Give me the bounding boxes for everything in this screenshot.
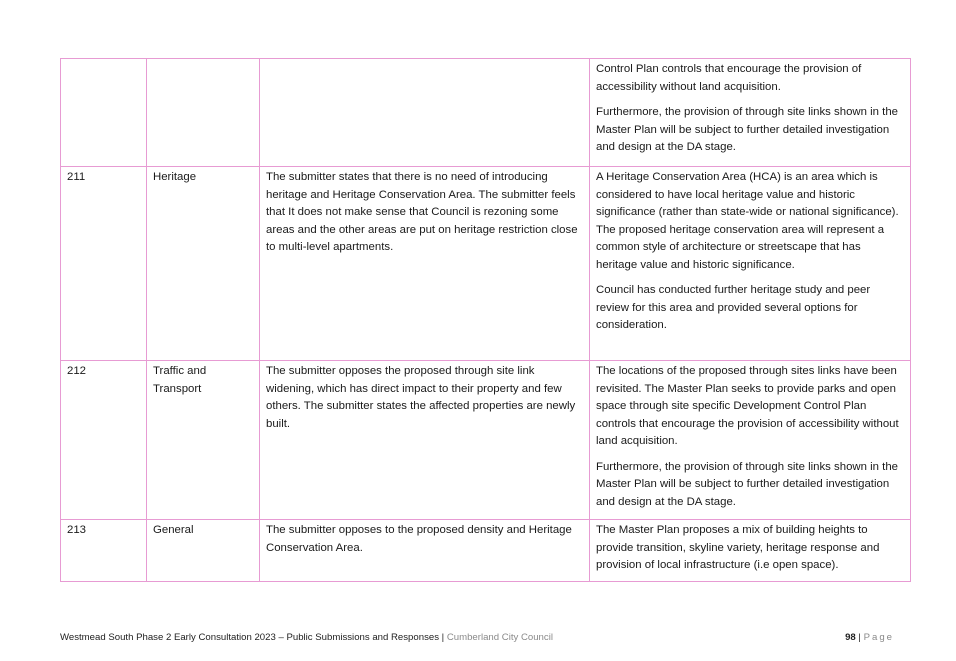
footer-left <box>60 632 553 643</box>
page-number: 98 <box>845 632 856 643</box>
response-paragraph: The Master Plan proposes a mix of building heights to provide transition, skyline variety, heritage response and provision of local infrastructure (i.e open space). <box>596 524 880 571</box>
response-paragraph: Furthermore, the provision of through site links shown in the Master Plan will be subject to further detailed investigation and design at the DA stage. <box>596 460 899 508</box>
response-paragraph: Control Plan controls that encourage the provision of accessibility without land acquisition. <box>596 63 862 93</box>
response-paragraph: Council has conducted further heritage study and peer review for this area and provided several options for consideration. <box>596 284 871 331</box>
table-row <box>61 520 911 582</box>
page-indicator <box>845 632 894 643</box>
response-paragraph: Furthermore, the provision of through site links shown in the Master Plan will be subject to further detailed investigation and design at the DA stage. <box>596 106 899 153</box>
topic-cell: Heritage <box>147 167 260 361</box>
submission-id-cell: 213 <box>61 520 147 582</box>
topic-cell <box>147 59 260 167</box>
response-cell <box>590 520 911 582</box>
footer-separator: | <box>441 632 445 643</box>
submission-cell <box>260 59 590 167</box>
table-row <box>61 361 911 520</box>
response-paragraph: The locations of the proposed through sites links have been revisited. The Master Plan seeks to provide parks and open space through site specific Development Control Plan controls that encourage the provision of accessibility without land acquisition. <box>596 365 899 447</box>
response-cell <box>590 167 911 361</box>
submission-cell: The submitter states that there is no need of introducing heritage and Heritage Conservation Area. The submitter feels that It does not make sense that Council is rezoning some areas and the other areas are put on heritage restriction close to multi-level apartments. <box>260 167 590 361</box>
response-cell <box>590 361 911 520</box>
page-separator: | <box>858 632 861 643</box>
document-title: Westmead South Phase 2 Early Consultation 2023 – Public Submissions and Responses <box>60 632 439 643</box>
submission-id-cell <box>61 59 147 167</box>
response-paragraph: A Heritage Conservation Area (HCA) is an area which is considered to have local heritage value and historic significance (rather than state-wide or national significance). The proposed heritage conservation area will represent a common style of architecture or streetscape that has heritage value and historic significance. <box>596 171 899 271</box>
submission-id-cell: 212 <box>61 361 147 520</box>
council-name: Cumberland City Council <box>446 632 553 643</box>
submissions-table <box>60 58 911 582</box>
page-label: Page <box>863 632 894 643</box>
table-row <box>61 167 911 361</box>
submission-cell: The submitter opposes to the proposed density and Heritage Conservation Area. <box>260 520 590 582</box>
submission-cell: The submitter opposes the proposed through site link widening, which has direct impact to their property and few others. The submitter states the affected properties are newly built. <box>260 361 590 520</box>
topic-cell: Traffic and Transport <box>147 361 260 520</box>
topic-cell: General <box>147 520 260 582</box>
response-cell <box>590 59 911 167</box>
table-row <box>61 59 911 167</box>
submission-id-cell: 211 <box>61 167 147 361</box>
